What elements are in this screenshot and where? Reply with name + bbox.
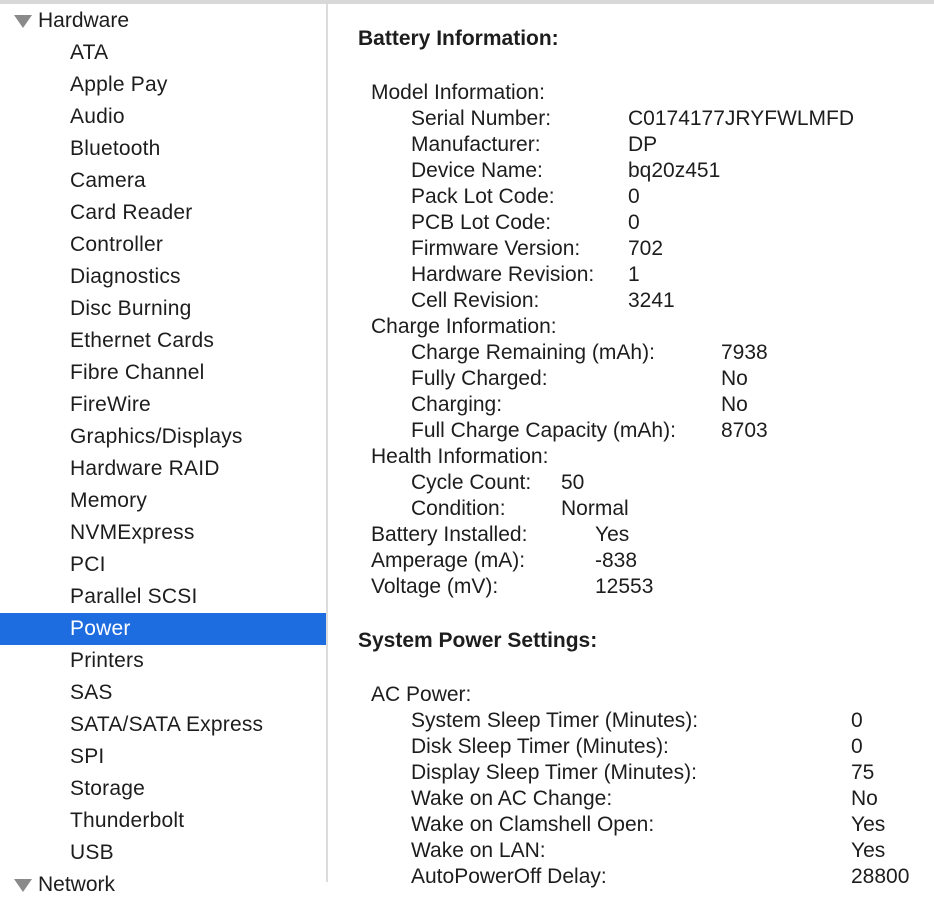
disclosure-triangle-icon[interactable]	[14, 15, 32, 28]
sidebar-item-power[interactable]: Power	[0, 613, 326, 645]
model-info-header: Model Information:	[371, 81, 545, 104]
wake-lan-label: Wake on LAN:	[411, 839, 546, 862]
wake-clamshell-label: Wake on Clamshell Open:	[411, 813, 655, 836]
sidebar-group-network[interactable]	[14, 869, 115, 901]
charging-value: No	[721, 393, 748, 416]
sidebar-item-memory[interactable]: Memory	[70, 489, 148, 512]
voltage-label: Voltage (mV):	[371, 575, 499, 598]
wake-lan-value: Yes	[851, 839, 886, 862]
battery-section-title: Battery Information:	[358, 27, 559, 50]
display-sleep-label: Display Sleep Timer (Minutes):	[411, 761, 697, 784]
hardware-revision-label: Hardware Revision:	[411, 263, 595, 286]
health-info-header: Health Information:	[371, 445, 549, 468]
sidebar-item-storage[interactable]: Storage	[70, 777, 145, 800]
firmware-label: Firmware Version:	[411, 237, 581, 260]
charge-info-header: Charge Information:	[371, 315, 557, 338]
sidebar-item-disc-burning[interactable]: Disc Burning	[70, 297, 192, 320]
disk-sleep-label: Disk Sleep Timer (Minutes):	[411, 735, 669, 758]
sidebar-item-sata-sata-express[interactable]: SATA/SATA Express	[70, 713, 264, 736]
wake-ac-value: No	[851, 787, 878, 810]
sidebar-item-controller[interactable]: Controller	[70, 233, 164, 256]
voltage-value: 12553	[595, 575, 654, 598]
sidebar-item-hardware-raid[interactable]: Hardware RAID	[70, 457, 220, 480]
pcb-lot-label: PCB Lot Code:	[411, 211, 552, 234]
pack-lot-value: 0	[628, 185, 640, 208]
sidebar-item-usb[interactable]: USB	[70, 841, 114, 864]
sidebar-item-pci[interactable]: PCI	[70, 553, 106, 576]
sidebar-item-printers[interactable]: Printers	[70, 649, 144, 672]
device-name-label: Device Name:	[411, 159, 543, 182]
sidebar-group-label: Network	[38, 873, 116, 896]
cell-revision-label: Cell Revision:	[411, 289, 540, 312]
cycle-count-label: Cycle Count:	[411, 471, 532, 494]
pcb-lot-value: 0	[628, 211, 640, 234]
system-sleep-label: System Sleep Timer (Minutes):	[411, 709, 699, 732]
pack-lot-label: Pack Lot Code:	[411, 185, 555, 208]
power-settings-title: System Power Settings:	[358, 629, 598, 652]
sidebar	[0, 4, 326, 896]
sidebar-item-diagnostics[interactable]: Diagnostics	[70, 265, 181, 288]
full-capacity-label: Full Charge Capacity (mAh):	[411, 419, 676, 442]
disclosure-triangle-icon[interactable]	[14, 879, 32, 892]
serial-label: Serial Number:	[411, 107, 552, 130]
amperage-value: -838	[595, 549, 638, 572]
sidebar-item-firewire[interactable]: FireWire	[70, 393, 151, 416]
manufacturer-label: Manufacturer:	[411, 133, 541, 156]
sidebar-item-graphics-displays[interactable]: Graphics/Displays	[70, 425, 243, 448]
sidebar-item-ata[interactable]: ATA	[70, 41, 109, 64]
charge-remaining-value: 7938	[721, 341, 768, 364]
cycle-count-value: 50	[561, 471, 585, 494]
display-sleep-value: 75	[851, 761, 875, 784]
fully-charged-label: Fully Charged:	[411, 367, 548, 390]
battery-installed-value: Yes	[595, 523, 630, 546]
sidebar-item-spi[interactable]: SPI	[70, 745, 105, 768]
sidebar-group-hardware[interactable]	[14, 5, 129, 37]
device-name-value: bq20z451	[628, 159, 721, 182]
sidebar-item-parallel-scsi[interactable]: Parallel SCSI	[70, 585, 198, 608]
detail-pane	[330, 4, 934, 888]
disk-sleep-value: 0	[851, 735, 863, 758]
system-sleep-value: 0	[851, 709, 863, 732]
sidebar-item-apple-pay[interactable]: Apple Pay	[70, 73, 168, 96]
sidebar-item-card-reader[interactable]: Card Reader	[70, 201, 193, 224]
sidebar-item-fibre-channel[interactable]: Fibre Channel	[70, 361, 205, 384]
autopoweroff-label: AutoPowerOff Delay:	[411, 865, 607, 888]
charge-remaining-label: Charge Remaining (mAh):	[411, 341, 655, 364]
cell-revision-value: 3241	[628, 289, 675, 312]
wake-ac-label: Wake on AC Change:	[411, 787, 613, 810]
ac-power-header: AC Power:	[371, 683, 472, 706]
battery-installed-label: Battery Installed:	[371, 523, 528, 546]
wake-clamshell-value: Yes	[851, 813, 886, 836]
full-capacity-value: 8703	[721, 419, 768, 442]
condition-value: Normal	[561, 497, 629, 520]
sidebar-group-label: Hardware	[38, 9, 130, 32]
condition-label: Condition:	[411, 497, 506, 520]
manufacturer-value: DP	[628, 133, 658, 156]
sidebar-item-sas[interactable]: SAS	[70, 681, 113, 704]
hardware-revision-value: 1	[628, 263, 640, 286]
sidebar-item-ethernet-cards[interactable]: Ethernet Cards	[70, 329, 215, 352]
pane-divider[interactable]	[326, 4, 328, 882]
firmware-value: 702	[628, 237, 664, 260]
serial-value: C0174177JRYFWLMFD	[628, 107, 855, 130]
sidebar-item-thunderbolt[interactable]: Thunderbolt	[70, 809, 185, 832]
amperage-label: Amperage (mA):	[371, 549, 526, 572]
charging-label: Charging:	[411, 393, 503, 416]
sidebar-item-camera[interactable]: Camera	[70, 169, 146, 192]
sidebar-item-bluetooth[interactable]: Bluetooth	[70, 137, 161, 160]
fully-charged-value: No	[721, 367, 748, 390]
autopoweroff-value: 28800	[851, 865, 910, 888]
sidebar-item-nvmexpress[interactable]: NVMExpress	[70, 521, 195, 544]
sidebar-item-audio[interactable]: Audio	[70, 105, 125, 128]
